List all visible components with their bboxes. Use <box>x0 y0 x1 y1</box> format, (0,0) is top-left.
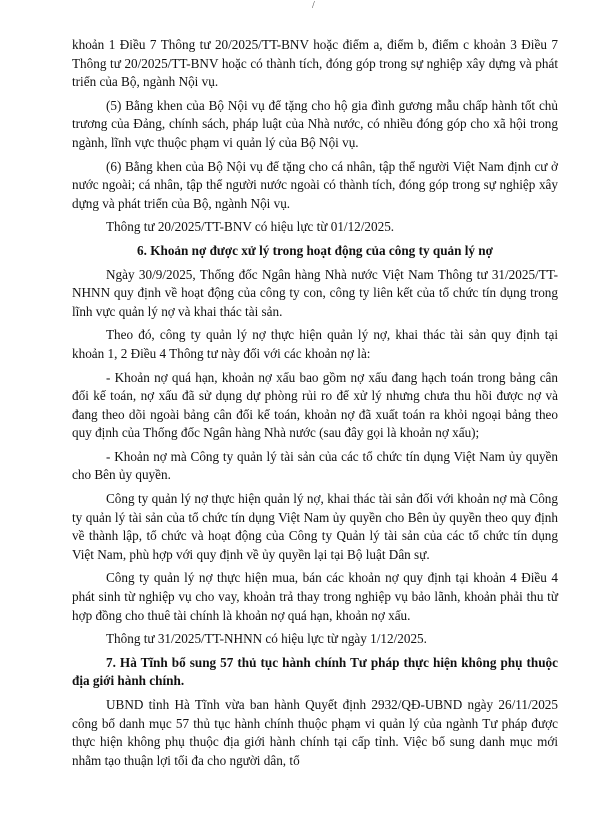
page-mark: / <box>312 0 315 11</box>
paragraph-effective-date-2: Thông tư 31/2025/TT-NHNN có hiệu lực từ ngày 1/12/2025. <box>106 631 427 647</box>
paragraph-bullet-authorized-debt: - Khoản nợ mà Công ty quản lý tài sản của các tổ chức tín dụng Việt Nam ủy quyền cho Bên ủy quyền. <box>72 448 558 483</box>
paragraph-effective-date-1: Thông tư 20/2025/TT-BNV có hiệu lực từ 01/12/2025. <box>106 219 395 235</box>
paragraph-bullet-bad-debt: - Khoản nợ quá hạn, khoản nợ xấu bao gồm nợ xấu đang hạch toán trong bảng cân đối kế toán, nợ xấu đã sử dụng dự phòng rủi ro để xử lý nhưng chưa thu hồi được nợ và đang theo dõi ngoài bảng cân đối kế toán, khoản nợ đã xuất toán ra khỏi ngoại bảng theo quy định của Thống đốc Ngân hàng Nhà nước (sau đây gọi là khoản nợ xấu); <box>72 369 558 441</box>
paragraph-section7-intro: UBND tỉnh Hà Tĩnh vừa ban hành Quyết định 2932/QĐ-UBND ngày 26/11/2025 công bố danh mục 57 thủ tục hành chính thuộc phạm vi quản lý của ngành Tư pháp được thực hiện không phụ thuộc địa giới hành chính tại cấp tỉnh. Việc bổ sung danh mục mới nhằm tạo thuận lợi tối đa cho người dân, tổ <box>72 697 558 768</box>
paragraph-section6-management: Công ty quản lý nợ thực hiện quản lý nợ, khai thác tài sản đối với khoản nợ mà Công ty quản lý tài sản của tổ chức tín dụng Việt Nam ủy quyền cho Bên ủy quyền theo quy định về thành lập, tổ chức và hoạt động của Công ty Quản lý tài sản của các tổ chức tín dụng Việt Nam, phù hợp với quy định về ủy quyền lại tại Bộ luật Dân sự. <box>72 491 558 562</box>
paragraph-continuation: khoản 1 Điều 7 Thông tư 20/2025/TT-BNV hoặc điểm a, điểm b, điểm c khoản 3 Điều 7 Thông tư 20/2025/TT-BNV hoặc có thành tích, đóng góp trong sự nghiệp xây dựng và phát triển của Bộ, ngành Nội vụ. <box>72 37 558 90</box>
section-heading-7: 7. Hà Tĩnh bổ sung 57 thủ tục hành chính Tư pháp thực hiện không phụ thuộc địa giới hành chính. <box>72 654 558 689</box>
document-body <box>72 36 558 775</box>
paragraph-item-6: (6) Bằng khen của Bộ Nội vụ để tặng cho cá nhân, tập thể người Việt Nam định cư ở nước ngoài; cá nhân, tập thể người nước ngoài có thành tích, đóng góp trong sự nghiệp xây dựng và phát triển của Bộ, ngành Nội vụ. <box>72 158 558 211</box>
paragraph-section6-trading: Công ty quản lý nợ thực hiện mua, bán các khoản nợ quy định tại khoản 4 Điều 4 phát sinh từ nghiệp vụ cho vay, khoản trả thay trong nghiệp vụ bảo lãnh, khoản phải thu từ hợp đồng cho thuê tài chính là khoản nợ quá hạn, khoản nợ xấu. <box>72 570 558 623</box>
paragraph-section6-scope: Theo đó, công ty quản lý nợ thực hiện quản lý nợ, khai thác tài sản quy định tại khoản 1, 2 Điều 4 Thông tư này đối với các khoản nợ là: <box>72 327 558 361</box>
section-heading-6: 6. Khoản nợ được xử lý trong hoạt động của công ty quản lý nợ <box>137 242 493 258</box>
paragraph-item-5: (5) Bằng khen của Bộ Nội vụ để tặng cho hộ gia đình gương mẫu chấp hành tốt chủ trương của Đảng, chính sách, pháp luật của Nhà nước, có nhiều đóng góp cho xã hội trong ngành, lĩnh vực thuộc phạm vi quản lý của Bộ Nội vụ. <box>72 97 558 150</box>
paragraph-section6-intro: Ngày 30/9/2025, Thống đốc Ngân hàng Nhà nước Việt Nam Thông tư 31/2025/TT-NHNN quy định về hoạt động của công ty con, công ty liên kết của tổ chức tín dụng trong lĩnh vực quản lý nợ và khai thác tài sản. <box>72 266 558 319</box>
